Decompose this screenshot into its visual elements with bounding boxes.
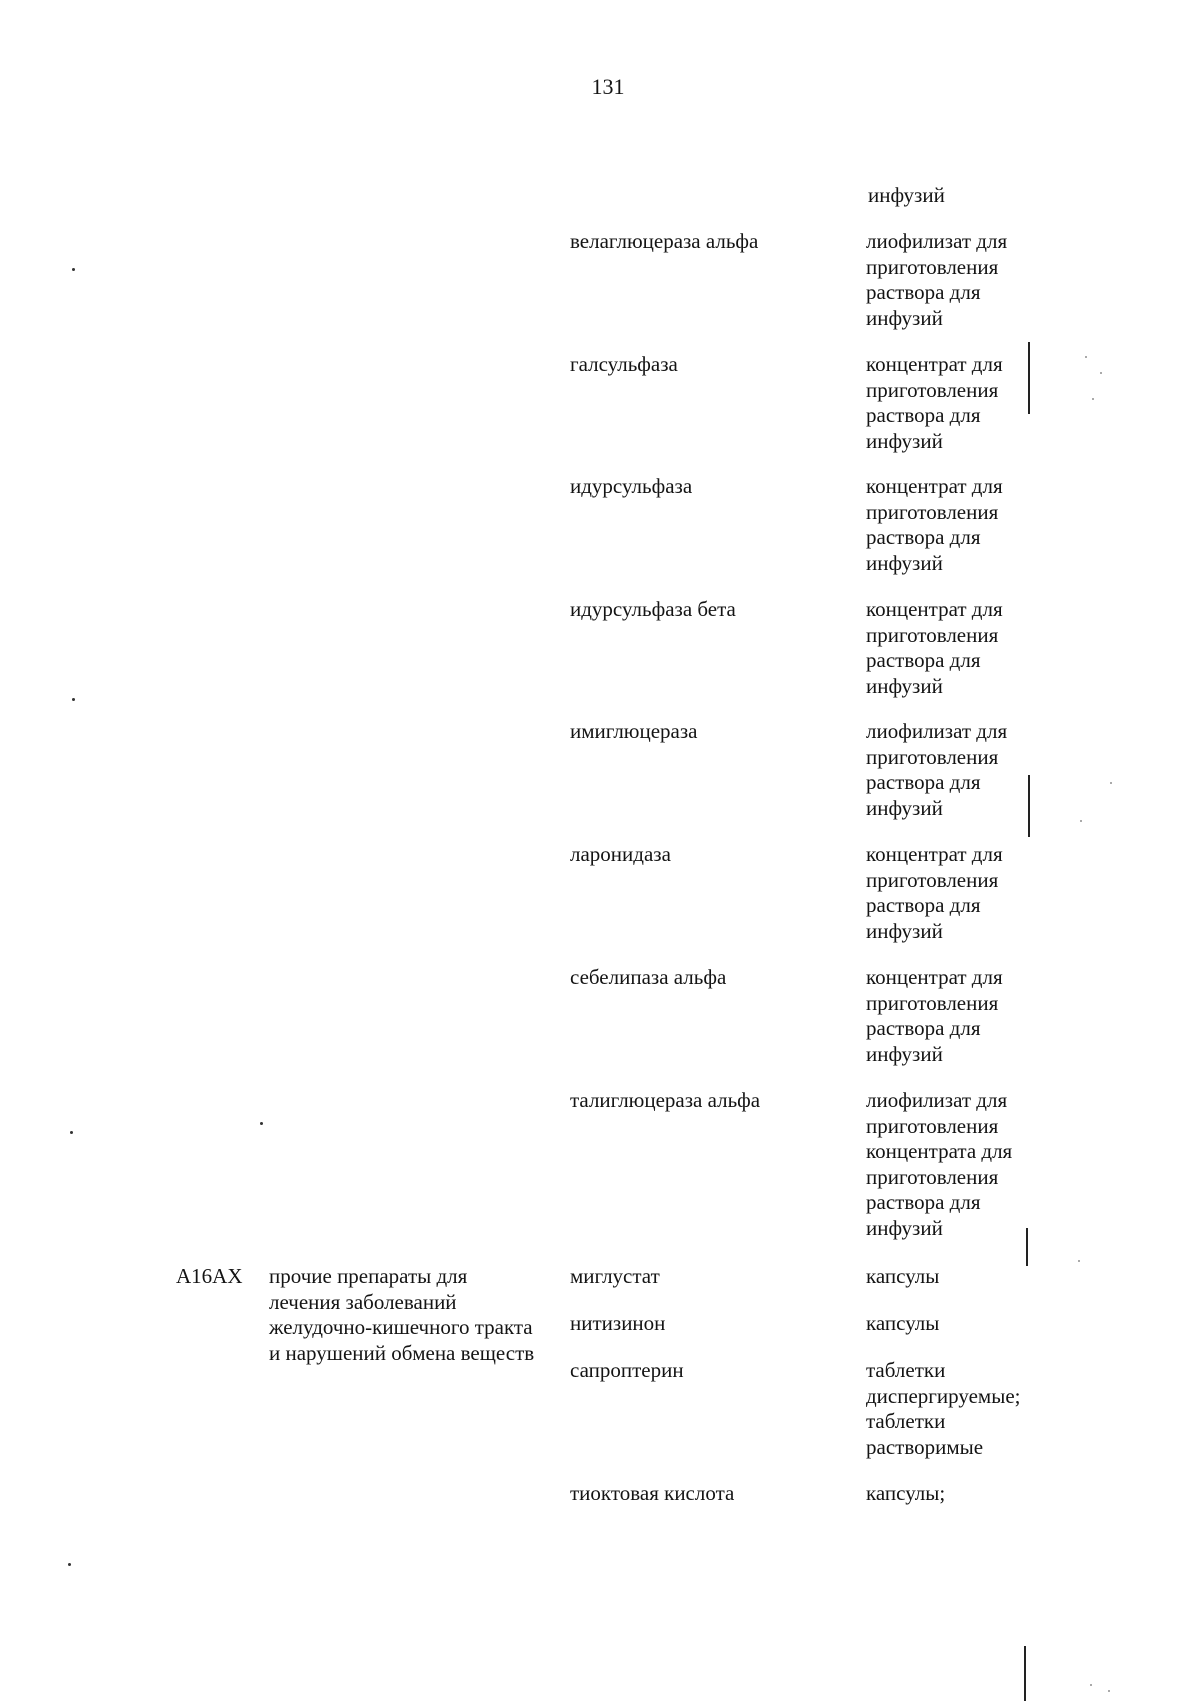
dosage-form [866,1481,1066,1507]
dosage-form [866,1311,1066,1337]
form-line: лиофилизат для [866,719,1008,743]
form-line: раствора для [866,770,981,794]
drug-name: миглустат [570,1264,660,1288]
continued-dosage-form [868,183,945,209]
drug-name: талиглюцераза альфа [570,1088,761,1112]
form-line: приготовления [866,377,999,402]
dosage-form [866,1088,1066,1241]
dosage-form [866,965,1066,1067]
form-line: приготовления [866,744,999,769]
scan-speckle [1085,356,1087,358]
drug-name: ларонидаза [570,842,671,866]
form-line: приготовления [866,499,999,524]
dosage-form [866,597,1066,699]
form-line: капсулы [866,1311,940,1335]
scan-speckle [1092,398,1094,400]
form-line: диспергируемые; [866,1383,1021,1408]
drug-name: нитизинон [570,1311,666,1335]
form-line: приготовления [866,990,999,1015]
dosage-form [866,842,1066,944]
form-line: раствора для [866,1190,981,1214]
scan-speckle [1090,1684,1092,1686]
form-line: концентрат для [866,597,1003,621]
form-line: приготовления [866,254,999,279]
scan-speckle [1110,782,1112,784]
scan-mark [1028,342,1030,414]
scan-speckle [1108,1690,1110,1692]
scan-speckle [1080,820,1082,822]
dosage-form [866,1358,1066,1460]
scan-dot [70,1131,73,1134]
form-line: инфузий [866,305,943,330]
group-name [269,1264,569,1366]
drug-name: имиглюцераза [570,719,698,743]
scan-dot [68,1563,71,1566]
form-line: концентрат для [866,965,1003,989]
form-line: таблетки [866,1358,946,1382]
dosage-form [866,352,1066,454]
form-line: таблетки [866,1409,946,1433]
atc-code: A16AX [176,1264,243,1288]
form-line: раствора для [866,1016,981,1040]
dosage-form [866,229,1066,331]
scan-speckle [1100,372,1102,374]
form-line: раствора для [866,525,981,549]
group-name-line: и нарушений обмена веществ [269,1340,535,1365]
scan-dot [260,1122,263,1125]
form-line: концентрат для [866,352,1003,376]
form-line: лиофилизат для [866,229,1008,253]
dosage-form [866,474,1066,576]
form-line: капсулы [866,1264,940,1288]
form-line: инфузий [866,550,943,575]
scan-dot [72,268,75,271]
scan-mark [1026,1228,1028,1266]
scan-mark [1028,775,1030,837]
form-line: инфузий [868,183,945,207]
form-line: инфузий [866,1215,943,1240]
form-line: инфузий [866,673,943,698]
form-line: приготовления [866,1164,999,1189]
group-name-line: лечения заболеваний [269,1289,457,1314]
scan-dot [72,698,75,701]
form-line: концентрат для [866,842,1003,866]
group-name-line: желудочно-кишечного тракта [269,1315,533,1339]
form-line: лиофилизат для [866,1088,1008,1112]
form-line: инфузий [866,428,943,453]
form-line: растворимые [866,1434,984,1459]
form-line: раствора для [866,648,981,672]
page-number: 131 [591,74,625,99]
form-line: концентрат для [866,474,1003,498]
scan-mark [1024,1646,1026,1701]
form-line: раствора для [866,280,981,304]
drug-name: тиоктовая кислота [570,1481,735,1505]
form-line: инфузий [866,918,943,943]
group-name-line: прочие препараты для [269,1264,468,1288]
drug-name: идурсульфаза [570,474,693,498]
form-line: инфузий [866,795,943,820]
form-line: приготовления [866,1113,999,1138]
form-line: приготовления [866,867,999,892]
form-line: инфузий [866,1041,943,1066]
form-line: раствора для [866,403,981,427]
form-line: концентрата для [866,1139,1013,1163]
scan-speckle [1078,1260,1080,1262]
form-line: капсулы; [866,1481,946,1505]
drug-name: велаглюцераза альфа [570,229,759,253]
drug-name: идурсульфаза бета [570,597,736,621]
form-line: раствора для [866,893,981,917]
dosage-form [866,719,1066,821]
drug-name: сапроптерин [570,1358,684,1382]
drug-name: галсульфаза [570,352,678,376]
drug-name: себелипаза альфа [570,965,727,989]
form-line: приготовления [866,622,999,647]
dosage-form [866,1264,1066,1290]
